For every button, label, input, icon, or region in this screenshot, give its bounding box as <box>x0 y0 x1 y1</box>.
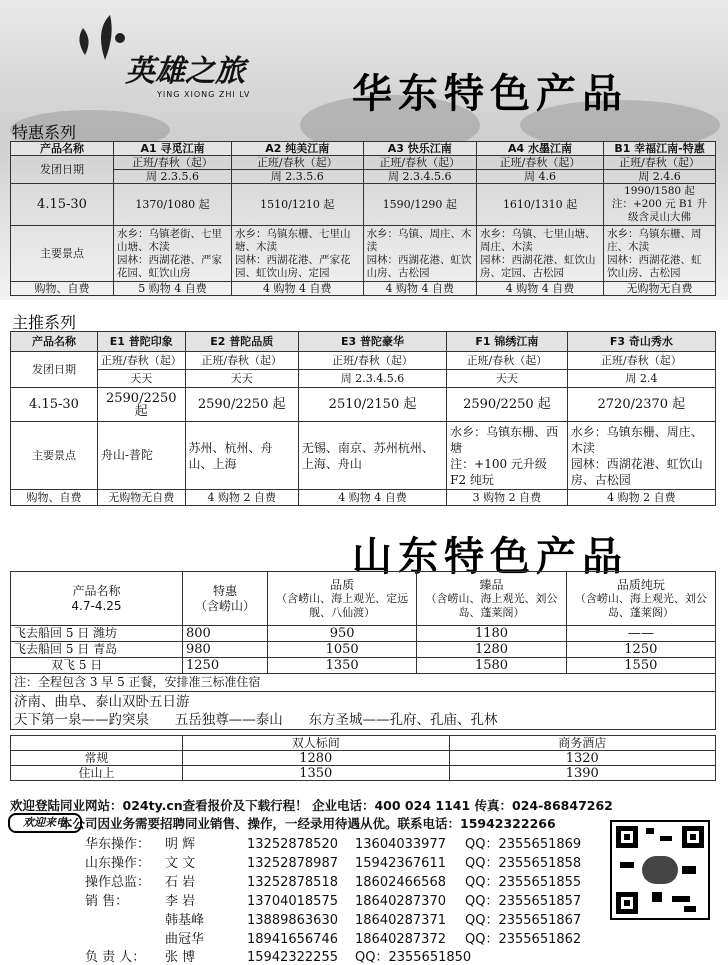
header-note: （含崂山） <box>194 598 255 613</box>
header-cell <box>268 572 417 626</box>
cell: 1180 <box>417 626 566 642</box>
cell: 周 2.3.5.6 <box>114 170 232 184</box>
logo-subtext: YING XIONG ZHI LV <box>157 90 251 99</box>
cell: 无购物无自费 <box>604 282 716 296</box>
route-desc: 天下第一泉——趵突泉 五岳独尊——泰山 东方圣城——孔府、孔庙、孔林 <box>14 711 498 728</box>
spots-cell: 水乡：乌镇、周庄、木渎 园林：西湖花港、虹饮山房、古松园 <box>363 226 476 282</box>
contact-phone: 18941656746 <box>247 932 338 947</box>
cell: 无购物无自费 <box>98 490 186 506</box>
contact-name: 曲冠华 <box>165 932 205 947</box>
header-name: 品质纯玩 <box>616 577 665 592</box>
row-name: 飞去船回 5 日 潍坊 <box>11 626 183 642</box>
contact-phone: 13704018575 <box>247 894 338 909</box>
price-cell: 2590/2250 起 <box>98 388 186 422</box>
route-title: 济南、曲阜、泰山双卧五日游 <box>14 693 190 710</box>
spots-cell: 无锡、南京、苏州杭州、上海、舟山 <box>298 422 446 490</box>
contact-qq: QQ：2355651858 <box>465 856 582 871</box>
corner-period: 4.7-4.25 <box>71 598 122 613</box>
cell: 正班/春秋（起） <box>185 352 298 370</box>
shandong-title: 山东特色产品 <box>352 534 628 580</box>
row-label: 4.15-30 <box>11 388 98 422</box>
corner-title: 产品名称 <box>72 583 121 598</box>
cell: 天天 <box>98 370 186 388</box>
contact-name: 李 岩 <box>165 894 196 909</box>
east-title: 华东特色产品 <box>352 71 628 117</box>
contact-phone: 13889863630 <box>247 913 338 928</box>
row-name: 双飞 5 日 <box>11 658 183 674</box>
header-cell <box>183 572 268 626</box>
zhutui-label: 主推系列 <box>12 313 77 332</box>
cell: 4 购物 4 自费 <box>231 282 363 296</box>
cell: 正班/春秋（起） <box>298 352 446 370</box>
cell: 正班/春秋（起） <box>477 156 604 170</box>
price-cell: 1370/1080 起 <box>114 184 232 226</box>
header-name: 臻品 <box>479 577 504 592</box>
row-name: 常规 <box>11 751 183 766</box>
route-cell <box>11 692 716 730</box>
cell: 800 <box>183 626 268 642</box>
contact-phone: 13252878520 <box>247 837 338 852</box>
header-cell: 双人标间 <box>183 736 450 751</box>
contact-phone: 18602466568 <box>355 875 446 890</box>
contact-qq: QQ：2355651862 <box>465 932 582 947</box>
header-cell: A1 寻觅江南 <box>114 142 232 156</box>
cell: 正班/春秋（起） <box>231 156 363 170</box>
tehui-label: 特惠系列 <box>12 123 77 142</box>
row-label: 购物、自费 <box>11 490 98 506</box>
spots-cell: 水乡：乌镇老街、七里山塘、木渎 园林：西湖花港、严家花园、虹饮山房 <box>114 226 232 282</box>
empty-cell <box>11 736 183 751</box>
zhutui-table <box>10 331 716 506</box>
cell: 周 2.3.4.5.6 <box>298 370 446 388</box>
contact-phone: 18640287371 <box>355 913 446 928</box>
contact-row <box>85 928 581 947</box>
contact-qq: QQ：2355651850 <box>355 950 472 965</box>
row-label: 发团日期 <box>11 352 98 388</box>
header-name: 品质 <box>330 577 355 592</box>
cell: 周 2.4.6 <box>604 170 716 184</box>
cell: 1250 <box>183 658 268 674</box>
qr-code-icon <box>610 820 710 920</box>
spots-cell: 舟山-普陀 <box>98 422 186 490</box>
contact-row <box>85 909 581 928</box>
header-cell: F1 锦绣江南 <box>447 332 568 352</box>
header-cell: A4 水墨江南 <box>477 142 604 156</box>
contact-role: 负 责 人： <box>85 950 146 965</box>
corner-cell <box>11 572 183 626</box>
cell: 1320 <box>449 751 716 766</box>
row-label: 主要景点 <box>11 226 114 282</box>
cell: 3 购物 2 自费 <box>447 490 568 506</box>
footer-recruit-line: 本公司因业务需要招聘同业销售、操作，一经录用待遇从优。联系电话：15942322266 <box>60 816 556 831</box>
hotel-table <box>10 735 716 781</box>
header-cell: 商务酒店 <box>449 736 716 751</box>
cell: 周 4.6 <box>477 170 604 184</box>
cell: 980 <box>183 642 268 658</box>
row-name: 住山上 <box>11 766 183 781</box>
header-cell: B1 幸福江南-特惠 <box>604 142 716 156</box>
cell: 950 <box>268 626 417 642</box>
contact-row <box>85 890 581 909</box>
cell: 1250 <box>566 642 715 658</box>
cell: 正班/春秋（起） <box>604 156 716 170</box>
logo <box>95 38 295 108</box>
spots-cell: 水乡：乌镇东栅、周庄、木渎 园林：西湖花港、虹饮山房、古松园 <box>567 422 715 490</box>
cell: 1280 <box>417 642 566 658</box>
welcome-badge: 欢迎来电 <box>8 813 82 833</box>
cell: 正班/春秋（起） <box>567 352 715 370</box>
cell: 周 2.3.4.5.6 <box>363 170 476 184</box>
contact-name: 韩基峰 <box>165 913 205 928</box>
cell: 4 购物 4 自费 <box>298 490 446 506</box>
contact-role: 销 售： <box>85 894 129 909</box>
header-note: （含崂山、海上观光、定远舰、八仙渡） <box>276 591 409 619</box>
shandong-table <box>10 571 716 730</box>
contact-qq: QQ：2355651869 <box>465 837 582 852</box>
header-cell: E1 普陀印象 <box>98 332 186 352</box>
footer-website-line: 欢迎登陆同业网站：024ty.cn查看报价及下载行程！ 企业电话：400 024 1141 传真：024-86847262 <box>10 798 613 813</box>
price-cell: 1590/1290 起 <box>363 184 476 226</box>
cell: 4 购物 2 自费 <box>567 490 715 506</box>
header-cell <box>566 572 715 626</box>
contact-role: 华东操作： <box>85 837 151 852</box>
row-label: 4.15-30 <box>11 184 114 226</box>
cell: 1390 <box>449 766 716 781</box>
spots-cell: 水乡：乌镇东栅、周庄、木渎 园林：西湖花港、虹饮山房、古松园 <box>604 226 716 282</box>
row-label: 购物、自费 <box>11 282 114 296</box>
header-note: （含崂山、海上观光、刘公岛、蓬莱阁） <box>425 591 558 619</box>
spots-cell: 水乡：乌镇东栅、七里山塘、木渎 园林：西湖花港、严家花园、虹饮山房、定园 <box>231 226 363 282</box>
header-cell: F3 奇山秀水 <box>567 332 715 352</box>
header-name: 特惠 <box>212 583 237 598</box>
price-cell: 1990/1580 起 注：+200 元 B1 升级含灵山大佛 <box>604 184 716 226</box>
row-label: 主要景点 <box>11 422 98 490</box>
cell: 4 购物 4 自费 <box>477 282 604 296</box>
contact-row <box>85 946 471 965</box>
contact-name: 明 辉 <box>165 837 196 852</box>
cell: —— <box>566 626 715 642</box>
cell: 周 2.3.5.6 <box>231 170 363 184</box>
cell: 天天 <box>185 370 298 388</box>
contact-role: 操作总监： <box>85 875 151 890</box>
cell: 天天 <box>447 370 568 388</box>
header-note: （含崂山、海上观光、刘公岛、蓬莱阁） <box>574 591 707 619</box>
cell: 1580 <box>417 658 566 674</box>
spots-cell: 苏州、杭州、舟山、上海 <box>185 422 298 490</box>
contact-qq: QQ：2355651855 <box>465 875 582 890</box>
cell: 正班/春秋（起） <box>114 156 232 170</box>
logo-text: 英雄之旅 <box>125 54 245 89</box>
header-cell: A3 快乐江南 <box>363 142 476 156</box>
cell: 1050 <box>268 642 417 658</box>
header-cell: E3 普陀豪华 <box>298 332 446 352</box>
contact-name: 文 文 <box>165 856 196 871</box>
cell: 周 2.4 <box>567 370 715 388</box>
cell: 4 购物 4 自费 <box>363 282 476 296</box>
cell: 正班/春秋（起） <box>447 352 568 370</box>
price-cell: 2720/2370 起 <box>567 388 715 422</box>
spots-cell: 水乡：乌镇、七里山塘、周庄、木渎 园林：西湖花港、虹饮山房、定园、古松园 <box>477 226 604 282</box>
contact-phone: 13252878987 <box>247 856 338 871</box>
header-cell <box>417 572 566 626</box>
contact-role: 山东操作： <box>85 856 151 871</box>
contact-phone: 15942367611 <box>355 856 446 871</box>
contact-name: 张 博 <box>165 950 196 965</box>
spots-cell: 水乡：乌镇东栅、西塘 注：+100 元升级 F2 纯玩 <box>447 422 568 490</box>
contact-phone: 13604033977 <box>355 837 446 852</box>
contact-row <box>85 833 581 852</box>
cell: 4 购物 2 自费 <box>185 490 298 506</box>
price-cell: 1510/1210 起 <box>231 184 363 226</box>
price-cell: 2590/2250 起 <box>185 388 298 422</box>
header-cell: E2 普陀品质 <box>185 332 298 352</box>
cell: 1550 <box>566 658 715 674</box>
contact-name: 石 岩 <box>165 875 196 890</box>
cell: 5 购物 4 自费 <box>114 282 232 296</box>
contact-phone: 18640287370 <box>355 894 446 909</box>
contact-row <box>85 871 581 890</box>
tehui-table <box>10 141 716 296</box>
price-cell: 2510/2150 起 <box>298 388 446 422</box>
cell: 1350 <box>183 766 450 781</box>
header-cell: 产品名称 <box>11 142 114 156</box>
note-cell: 注：全程包含 3 早 5 正餐，安排准三标准住宿 <box>11 674 716 692</box>
contact-phone: 18640287372 <box>355 932 446 947</box>
contact-qq: QQ：2355651867 <box>465 913 582 928</box>
cell: 1280 <box>183 751 450 766</box>
header-cell: A2 纯美江南 <box>231 142 363 156</box>
cell: 1350 <box>268 658 417 674</box>
price-cell: 1610/1310 起 <box>477 184 604 226</box>
contact-qq: QQ：2355651857 <box>465 894 582 909</box>
row-name: 飞去船回 5 日 青岛 <box>11 642 183 658</box>
cell: 正班/春秋（起） <box>363 156 476 170</box>
row-label: 发团日期 <box>11 156 114 184</box>
header-cell: 产品名称 <box>11 332 98 352</box>
contact-phone: 13252878518 <box>247 875 338 890</box>
price-cell: 2590/2250 起 <box>447 388 568 422</box>
contact-phone: 15942322255 <box>247 950 338 965</box>
cell: 正班/春秋（起） <box>98 352 186 370</box>
contact-row <box>85 852 581 871</box>
